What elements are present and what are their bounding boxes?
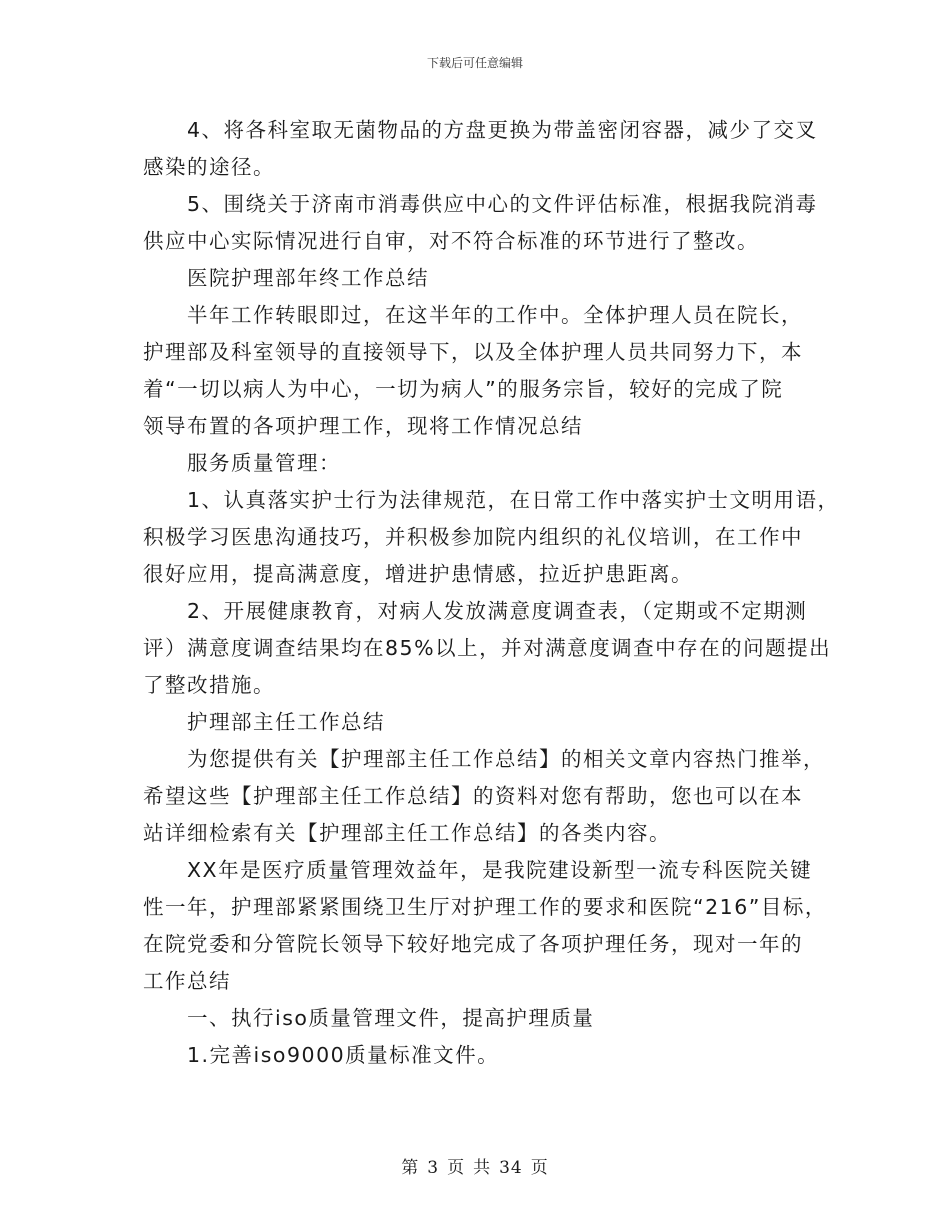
- paragraph-line: 性一年，护理部紧紧围绕卫生厅对护理工作的要求和医院“216”目标，: [143, 895, 827, 919]
- page-number: 3: [427, 1158, 440, 1178]
- paragraph-line: 工作总结: [143, 969, 231, 993]
- paragraph-line: 领导布置的各项护理工作，现将工作情况总结: [143, 414, 583, 438]
- page-label: 第: [401, 1158, 420, 1178]
- paragraph-line: 服务质量管理：: [187, 451, 341, 475]
- paragraph-line: 着“一切以病人为中心，一切为病人”的服务宗旨，较好的完成了院: [143, 377, 784, 401]
- paragraph-line: XX年是医疗质量管理效益年，是我院建设新型一流专科医院关键: [187, 858, 813, 882]
- paragraph: [143, 593, 832, 704]
- paragraph-line: 护理部主任工作总结: [187, 710, 385, 734]
- total-label: 共: [473, 1158, 492, 1178]
- paragraph: [143, 1000, 823, 1037]
- paragraph-line: 评）满意度调查结果均在85%以上，并对满意度调查中存在的问题提出: [143, 636, 832, 660]
- paragraph: [143, 741, 823, 852]
- paragraph-line: 4、将各科室取无菌物品的方盘更换为带盖密闭容器，减少了交叉: [187, 118, 818, 142]
- paragraph-line: 半年工作转眼即过，在这半年的工作中。全体护理人员在院长，: [187, 303, 803, 327]
- paragraph: [143, 445, 823, 482]
- paragraph-line: 很好应用，提高满意度，增进护患情感，拉近护患距离。: [143, 562, 693, 586]
- paragraph-line: 5、围绕关于济南市消毒供应中心的文件评估标准，根据我院消毒: [187, 192, 818, 216]
- total-pages: 34: [499, 1158, 523, 1178]
- page-unit: 页: [447, 1158, 466, 1178]
- paragraph: [143, 260, 823, 297]
- paragraph-line: 站详细检索有关【护理部主任工作总结】的各类内容。: [143, 821, 671, 845]
- paragraph: [143, 297, 823, 445]
- paragraph: [143, 112, 823, 186]
- document-body: [143, 112, 840, 1074]
- paragraph: [143, 1037, 823, 1074]
- paragraph-line: 1.完善iso9000质量标准文件。: [187, 1043, 500, 1067]
- paragraph-line: 为您提供有关【护理部主任工作总结】的相关文章内容热门推举，: [187, 747, 825, 771]
- paragraph-line: 护理部及科室领导的直接领导下，以及全体护理人员共同努力下，本: [143, 340, 803, 364]
- paragraph-line: 积极学习医患沟通技巧，并积极参加院内组织的礼仪培训，在工作中: [143, 525, 803, 549]
- paragraph-line: 医院护理部年终工作总结: [187, 266, 429, 290]
- paragraph-line: 一、执行iso质量管理文件，提高护理质量: [187, 1006, 595, 1030]
- page-footer: [0, 1153, 950, 1178]
- paragraph: [143, 186, 823, 260]
- paragraph-line: 1、认真落实护士行为法律规范，在日常工作中落实护士文明用语，: [187, 488, 840, 512]
- total-unit: 页: [530, 1158, 549, 1178]
- header-note: 下载后可任意编辑: [426, 56, 523, 70]
- paragraph-line: 感染的途径。: [143, 155, 275, 179]
- paragraph: [143, 704, 823, 741]
- paragraph-line: 了整改措施。: [143, 673, 275, 697]
- paragraph-line: 供应中心实际情况进行自审，对不符合标准的环节进行了整改。: [143, 229, 759, 253]
- paragraph: [143, 852, 827, 1000]
- paragraph: [143, 482, 840, 593]
- paragraph-line: 在院党委和分管院长领导下较好地完成了各项护理任务，现对一年的: [143, 932, 803, 956]
- paragraph-line: 希望这些【护理部主任工作总结】的资料对您有帮助，您也可以在本: [143, 784, 803, 808]
- paragraph-line: 2、开展健康教育，对病人发放满意度调查表，（定期或不定期测: [187, 599, 808, 623]
